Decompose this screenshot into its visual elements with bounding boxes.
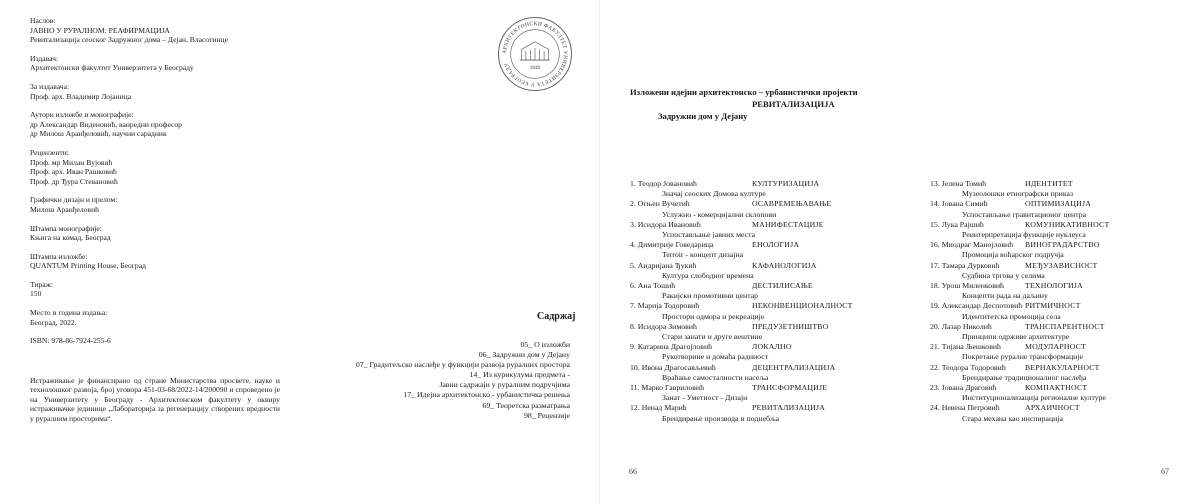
project-keyword: ВЕРНАКУЛАРНОСТ (1025, 362, 1100, 372)
colophon-block (30, 308, 280, 327)
project-entry (630, 403, 930, 423)
project-keyword: ОПТИМИЗАЦИЈА (1025, 199, 1092, 209)
projects-header (630, 86, 1030, 122)
project-subtitle: Брендирање традиционалног наслеђа (962, 372, 1087, 382)
project-subtitle: Идентитетска промоција села (962, 311, 1061, 321)
project-entry (630, 220, 930, 240)
project-author: 16. Миодраг Манојловић (930, 240, 1014, 250)
project-keyword: ИДЕНТИТЕТ (1025, 179, 1073, 188)
colophon-value: QUANTUM Printing House, Београд (30, 261, 146, 271)
contents-list (290, 340, 570, 421)
project-keyword: ЕНОЛОГИЈА (752, 240, 800, 250)
project-subtitle: Култура слободног времена (662, 270, 754, 280)
project-entry (630, 322, 930, 342)
project-author: 9. Катарина Драгојловић (630, 342, 713, 352)
project-subtitle: Враћање самосталности насеља (662, 372, 769, 382)
contents-item: 69_ Теоретска размaтрања (482, 400, 570, 410)
project-subtitle: Концепти рада на даљину (962, 291, 1048, 301)
project-subtitle: Покретање руралне трансформације (962, 352, 1083, 362)
contents-item: 14_ Из курикулума предмета - (469, 370, 570, 380)
colophon-value: Архитектонски факултет Универзитета у Београду (30, 63, 194, 73)
project-entry (930, 301, 1180, 321)
colophon-label: Штампа изложбе: (30, 251, 88, 261)
colophon-value: ЈАВНО У РУРАЛНОМ: РЕАФИРМАЦИЈА (30, 25, 170, 35)
page-number-right: 67 (1161, 467, 1169, 476)
contents-item: 07_ Градитељско наслеђе у функцији развоја руралних простора (355, 360, 570, 370)
colophon-block (30, 280, 280, 299)
colophon-label: Тираж: (30, 279, 54, 289)
project-subtitle: Рукотворине и домаћа радиност (662, 352, 769, 362)
project-keyword: КОМПАКТНОСТ (1025, 383, 1088, 393)
project-author: 20. Лазар Николић (930, 321, 992, 331)
project-keyword: РЕВИТАЛИЗАЦИЈА (752, 403, 826, 413)
project-entry (930, 220, 1180, 240)
header-line-1: Изложени идејни архитектонско – урбанистички пројекти (630, 87, 858, 97)
project-entry (630, 301, 930, 321)
project-entry (630, 342, 930, 362)
project-author: 23. Јована Драговић (930, 383, 997, 393)
university-seal-icon (497, 16, 573, 92)
project-keyword: КУЛТУРИЗАЦИЈА (752, 179, 820, 188)
projects-column-2 (930, 179, 1180, 424)
project-subtitle: Реинтерпретација функције нуклеуса (962, 230, 1086, 240)
project-author: 10. Ивона Драгосављевић (630, 362, 716, 372)
project-entry (630, 261, 930, 281)
project-subtitle: Terroir - концепт дизајна (662, 250, 744, 260)
colophon-label: Издавач: (30, 53, 59, 63)
project-author: 5. Андријана Ђукић (630, 260, 697, 270)
project-keyword: МОДУЛАРНОСТ (1025, 342, 1087, 352)
colophon-block (30, 195, 280, 214)
colophon-value: Проф. др Ђура Стевановић (30, 176, 118, 186)
project-author: 13. Јелена Томић (930, 179, 987, 188)
project-author: 1. Теодор Јовановић (630, 179, 697, 188)
project-keyword: НЕКОНВЕНЦИОНАЛНОСТ (752, 301, 853, 311)
contents-item: 05_ О изложби (520, 340, 570, 349)
project-keyword: КОМУНИКАТИВНОСТ (1025, 219, 1110, 229)
project-keyword: ВИНОГРАДАРСТВО (1025, 240, 1100, 250)
project-entry (930, 342, 1180, 362)
project-author: 2. Огњен Вучетић (630, 199, 690, 209)
contents-item: 98_ Рецензије (523, 410, 570, 420)
colophon-value: Ревитализација сеоског Задружног дома – Дејан, Власотинце (30, 35, 228, 45)
project-entry (930, 383, 1180, 403)
page-number-left: 66 (629, 467, 637, 476)
colophon-label: Наслов: (30, 16, 56, 25)
colophon-value: Проф. мр Милан Вујовић (30, 157, 113, 167)
project-author: 22. Теодора Тодоровић (930, 362, 1006, 372)
project-entry (930, 363, 1180, 383)
project-subtitle: Значај сеоских Домова културе (662, 189, 766, 199)
project-author: 3. Исидора Ивановић (630, 219, 701, 229)
project-author: 14. Јована Симић (930, 199, 988, 209)
project-subtitle: Брендирање производа и поднебља (662, 413, 780, 423)
project-entry (930, 179, 1180, 199)
contents-title: Садржај (537, 311, 576, 322)
colophon-value: Проф. арх. Иван Рашковић (30, 167, 117, 177)
project-subtitle: Судбина тргова у селима (962, 270, 1045, 280)
project-entry (930, 240, 1180, 260)
project-keyword: РИТМИЧНОСТ (1025, 301, 1081, 311)
funding-note: Истраживање је финансирано од стране Министарства просвете, науке и технолошког развоја, број уговора 451-03-68/2022-14/200090 и спроведено је на Универзитету у Београду - Архитектонском факултету у оквиру истраживачке јединице „Лабораторија за регенерацију створених вредности у руралним просторима“. (30, 376, 280, 423)
colophon-block (30, 148, 280, 186)
project-entry (930, 403, 1180, 423)
contents-item: 17_ Идејна архитектонско - урбанистичка решења (403, 390, 570, 400)
project-subtitle: Стара механа као инспирација (962, 413, 1063, 423)
project-author: 15. Лука Рајшић (930, 219, 984, 229)
seal-year: 1846 (529, 65, 541, 72)
project-subtitle: Ракијски промотивни центар (662, 291, 759, 301)
project-subtitle: Стари занати и друге вештине (662, 332, 763, 342)
colophon-value: Београд, 2022. (30, 317, 77, 327)
colophon-value: др Александар Виденовић, ванредни професор (30, 119, 182, 129)
project-keyword: ТЕХНОЛОГИЈА (1025, 281, 1083, 291)
project-keyword: ОСАВРЕМЕЊАВАЊЕ (752, 199, 832, 209)
project-subtitle: Музеолошки етнографски приказ (962, 189, 1074, 199)
project-entry (630, 240, 930, 260)
project-entry (630, 383, 930, 403)
colophon-value: Књига на комад, Београд (30, 233, 111, 243)
project-subtitle: Принципи одрживе архитектуре (962, 332, 1070, 342)
project-entry (630, 281, 930, 301)
project-subtitle: Успостављање гравитационог центра (962, 209, 1087, 219)
project-keyword: ПРЕДУЗЕТНИШТВО (752, 321, 829, 331)
colophon-label: За издавача: (30, 81, 70, 91)
project-subtitle: Промоција воћарског подручја (962, 250, 1064, 260)
projects-column-1 (630, 179, 930, 424)
project-author: 12. Ненад Марић (630, 403, 687, 413)
colophon-value: 150 (30, 289, 42, 299)
colophon-block (30, 54, 280, 73)
project-keyword: ТРАНСПАРЕНТНОСТ (1025, 321, 1105, 331)
contents-item: Јавни садржаји у руралним подручјима (439, 380, 570, 390)
project-author: 24. Невена Петровић (930, 403, 1000, 413)
project-author: 18. Урош Миленковић (930, 281, 1004, 291)
colophon-label: Место и година издања: (30, 308, 108, 318)
colophon-label: Графички дизајн и прелом: (30, 195, 118, 205)
project-keyword: ТРАНСФОРМАЦИЈЕ (752, 383, 828, 393)
colophon-block (30, 224, 280, 243)
project-author: 11. Марко Гавриловић (630, 383, 705, 393)
project-subtitle: Занат - Уметност - Дизајн (662, 393, 748, 403)
project-author: 17. Тамара Дурковић (930, 260, 1000, 270)
contents-item: 06_ Задружни дом у Дејану (478, 350, 570, 360)
project-author: 4. Димитрије Говедарица (630, 240, 714, 250)
colophon-value: Милош Аранђеловић (30, 204, 99, 214)
seal-text: АРХИТЕКТОНСКИ ФАКУЛТЕТ УНИВЕРЗИТЕТА У БЕОГРАДУ (502, 21, 568, 87)
project-author: 8. Исидора Зимовић (630, 321, 697, 331)
project-entry (930, 322, 1180, 342)
project-entry (630, 179, 930, 199)
project-keyword: МАНИФЕСТАЦИЈЕ (752, 219, 824, 229)
project-keyword: ЛОКАЛНО (752, 342, 792, 352)
colophon-value: др Милош Аранђеловић, научни сарадник (30, 129, 167, 139)
project-author: 7. Марија Тодоровић (630, 301, 700, 311)
project-keyword: КАФАНОЛОГИЈА (752, 260, 817, 270)
colophon-value: Проф. арх. Владимир Лојаница (30, 91, 132, 101)
project-keyword: ДЕЦЕНТРАЛИЗАЦИЈА (752, 362, 836, 372)
colophon-block (30, 16, 280, 45)
colophon-label: Рецензенти: (30, 147, 69, 157)
project-author: 19. Александар Деспотовић (930, 301, 1023, 311)
project-entry (630, 363, 930, 383)
project-entry (930, 281, 1180, 301)
project-subtitle: Простори одмора и рекреације (662, 311, 765, 321)
project-entry (630, 199, 930, 219)
header-line-2: РЕВИТАЛИЗАЦИЈА (752, 99, 835, 109)
project-keyword: ДЕСТИЛИСАЊЕ (752, 281, 813, 291)
colophon-block (30, 252, 280, 271)
colophon (30, 16, 280, 355)
project-subtitle: Институционализација регионалне културе (962, 393, 1107, 403)
project-subtitle: Услужно - комерцијални склопови (662, 209, 777, 219)
project-keyword: МЕЂУЗАВИСНОСТ (1025, 260, 1098, 270)
project-subtitle: Успостављање јавних места (662, 230, 756, 240)
header-line-3: Задружни дом у Дејану (658, 111, 748, 121)
project-author: 21. Тијана Љешковић (930, 342, 1001, 352)
colophon-label: ISBN: 978-86-7924-255-6 (30, 336, 111, 346)
colophon-block (30, 336, 280, 346)
colophon-block (30, 82, 280, 101)
project-entry (930, 261, 1180, 281)
project-author: 6. Ана Тошић (630, 281, 676, 291)
project-keyword: АРХАИЧНОСТ (1025, 403, 1080, 413)
project-entry (930, 199, 1180, 219)
colophon-label: Штампа монографије: (30, 223, 102, 233)
colophon-block (30, 110, 280, 139)
colophon-label: Аутори изложбе и монографије: (30, 110, 134, 120)
